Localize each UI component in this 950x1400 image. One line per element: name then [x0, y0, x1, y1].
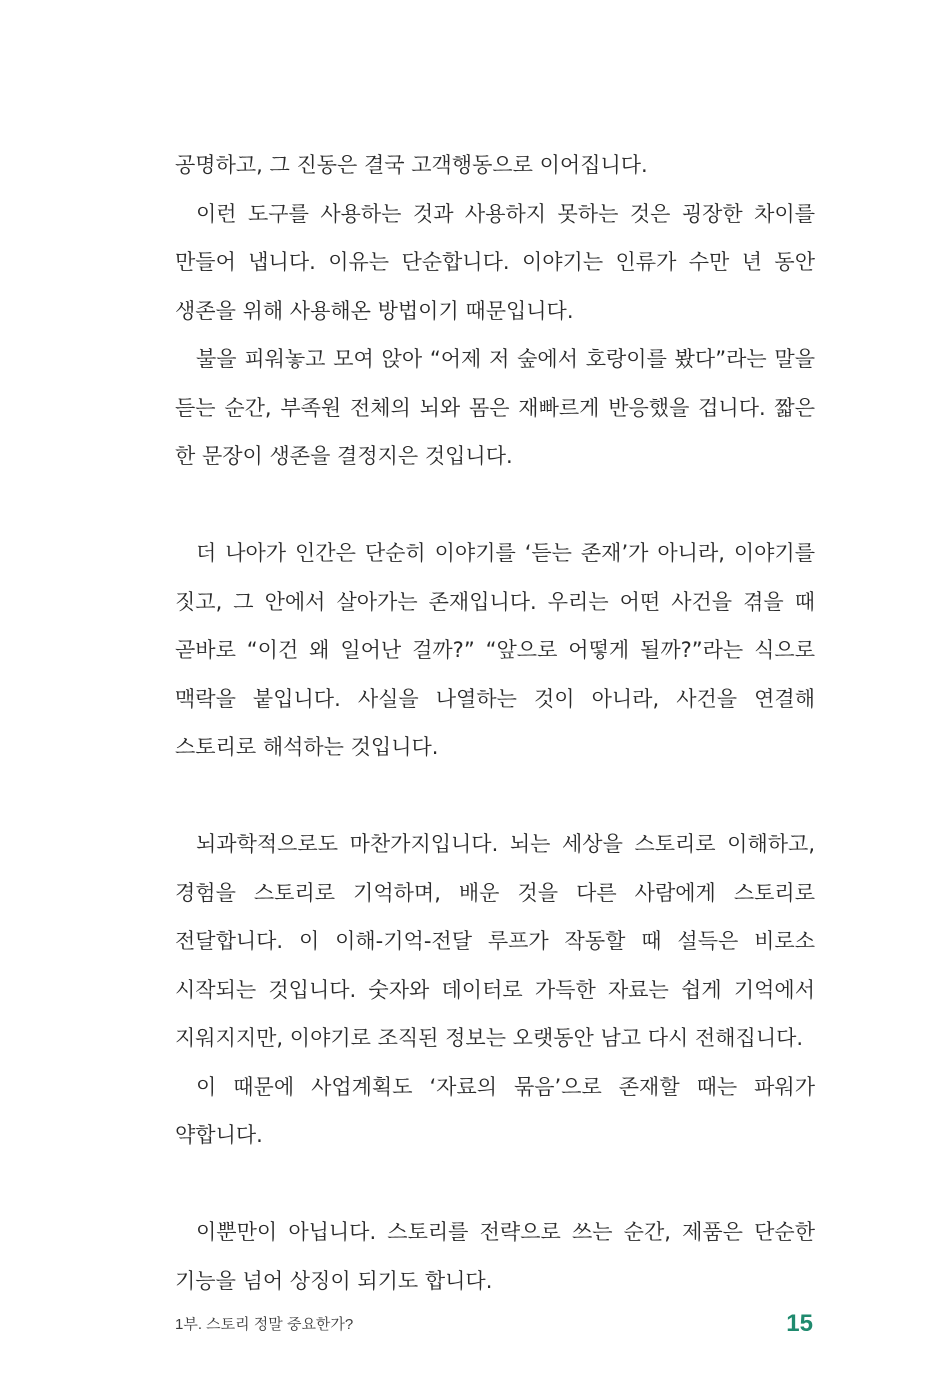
- paragraph-gap: [175, 481, 815, 530]
- page-body: [175, 141, 815, 1305]
- paragraph-tiger: 불을 피워놓고 모여 앉아 “어제 저 숲에서 호랑이를 봤다”라는 말을 듣는 순간, 부족원 전체의 뇌와 몸은 재빠르게 반응했을 겁니다. 짧은 한 문장이 생존을 결정지은 것입니다.: [175, 347, 815, 468]
- page-footer: [175, 1304, 815, 1340]
- paragraph-business-plan: 이 때문에 사업계획도 ‘자료의 묶음’으로 존재할 때는 파워가 약합니다.: [175, 1074, 815, 1147]
- paragraph-continued: 공명하고, 그 진동은 결국 고객행동으로 이어집니다.: [175, 153, 648, 177]
- paragraph-storytelling-beings: 더 나아가 인간은 단순히 이야기를 ‘듣는 존재’가 아니라, 이야기를 짓고, 그 안에서 살아가는 존재입니다. 우리는 어떤 사건을 겪을 때 곧바로 “이건 왜 일어난 걸까?” “앞으로 어떻게 될까?”라는 식으로 맥락을 붙입니다. 사실을 나열하는 것이 아니라, 사건을 연결해 스토리로 해석하는 것입니다.: [175, 541, 815, 759]
- paragraph-neuroscience: 뇌과학적으로도 마찬가지입니다. 뇌는 세상을 스토리로 이해하고, 경험을 스토리로 기억하며, 배운 것을 다른 사람에게 스토리로 전달합니다. 이 이해-기억-전달 루프가 작동할 때 설득은 비로소 시작되는 것입니다. 숫자와 데이터로 가득한 자료는 쉽게 기억에서 지워지지만, 이야기로 조직된 정보는 오랫동안 남고 다시 전해집니다.: [175, 832, 815, 1050]
- paragraph-gap: [175, 772, 815, 821]
- running-title: 1부. 스토리 정말 중요한가?: [175, 1316, 354, 1333]
- paragraph-tools: 이런 도구를 사용하는 것과 사용하지 못하는 것은 굉장한 차이를 만들어 냅니다. 이유는 단순합니다. 이야기는 인류가 수만 년 동안 생존을 위해 사용해온 방법이기 때문입니다.: [175, 201, 815, 323]
- page-number: 15: [786, 1310, 813, 1337]
- paragraph-gap: [175, 1160, 815, 1209]
- paragraph-symbol: 이뿐만이 아닙니다. 스토리를 전략으로 쓰는 순간, 제품은 단순한 기능을 넘어 상징이 되기도 합니다.: [175, 1220, 815, 1293]
